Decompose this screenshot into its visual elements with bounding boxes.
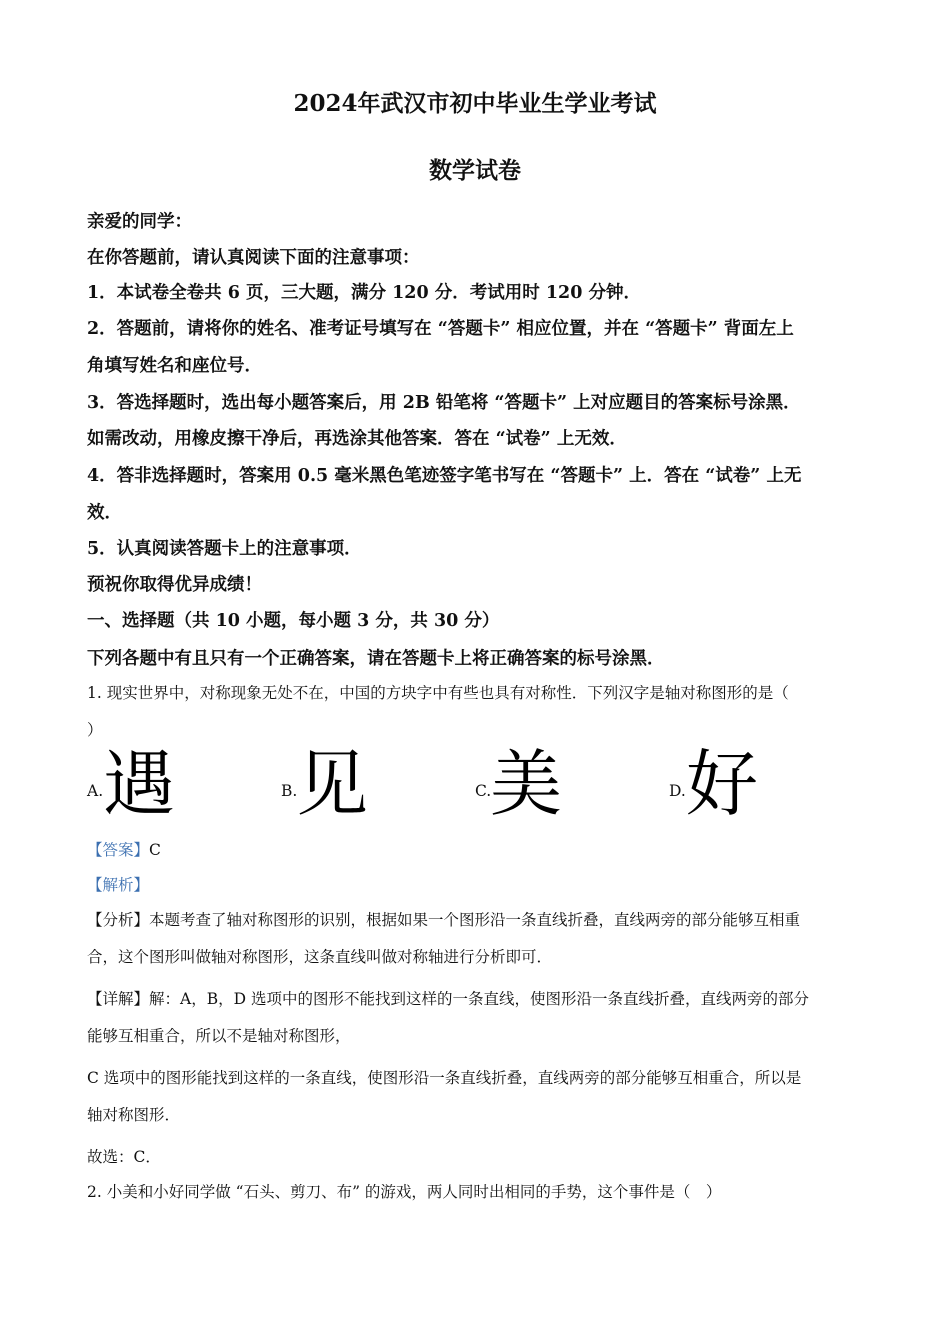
analysis-tag: 【解析】 bbox=[87, 876, 150, 894]
notice-lead: 在你答题前，请认真阅读下面的注意事项： bbox=[87, 248, 420, 268]
analysis-c-line1: C 选项中的图形能找到这样的一条直线，使图形沿一条直线折叠，直线两旁的部分能够互相重合，所以是 bbox=[87, 1069, 802, 1087]
notice-3-line1: 3．答选择题时，选出每小题答案后，用 2B 铅笔将 “答题卡” 上对应题目的答案标号涂黑． bbox=[87, 393, 801, 413]
notice-3-line2: 如需改动，用橡皮擦干净后，再选涂其他答案．答在 “试卷” 上无效． bbox=[87, 429, 627, 449]
notice-2-line2: 角填写姓名和座位号． bbox=[87, 356, 262, 376]
question-1-stem: 1. 现实世界中，对称现象无处不在，中国的方块字中有些也具有对称性．下列汉字是轴对称图形的是（ bbox=[87, 684, 789, 702]
answer-tag: 【答案】 bbox=[87, 841, 150, 859]
section-heading: 一、选择题（共 10 小题，每小题 3 分，共 30 分） bbox=[87, 611, 500, 631]
notice-1: 1．本试卷全卷共 6 页，三大题，满分 120 分．考试用时 120 分钟． bbox=[87, 283, 641, 303]
option-b-label: B. bbox=[281, 782, 298, 800]
exam-title: 2024年武汉市初中毕业生学业考试 bbox=[293, 90, 657, 117]
exam-subtitle: 数学试卷 bbox=[429, 157, 521, 184]
analysis-fenxi-line2: 合，这个图形叫做轴对称图形，这条直线叫做对称轴进行分析即可． bbox=[87, 948, 553, 966]
question-2-stem: 2. 小美和小好同学做 “石头、剪刀、布” 的游戏，两人同时出相同的手势，这个事件是（ ） bbox=[87, 1183, 722, 1201]
option-a-character: 遇 bbox=[103, 742, 176, 826]
notice-5: 5．认真阅读答题卡上的注意事项． bbox=[87, 539, 362, 559]
option-d-character: 好 bbox=[686, 742, 759, 826]
option-c-character: 美 bbox=[490, 742, 563, 826]
analysis-c-line2: 轴对称图形． bbox=[87, 1106, 181, 1124]
good-luck: 预祝你取得优异成绩！ bbox=[87, 575, 262, 595]
option-d-label: D. bbox=[669, 782, 686, 800]
greeting: 亲爱的同学： bbox=[87, 212, 192, 232]
analysis-fenxi-line1: 【分析】本题考查了轴对称图形的识别，根据如果一个图形沿一条直线折叠，直线两旁的部分能够互相重 bbox=[87, 911, 801, 929]
answer-value: C bbox=[149, 841, 161, 859]
option-a-label: A. bbox=[87, 782, 104, 800]
analysis-xiangjie-line1: 【详解】解：A，B，D 选项中的图形不能找到这样的一条直线，使图形沿一条直线折叠，直线两旁的部分 bbox=[87, 990, 809, 1008]
notice-2-line1: 2．答题前，请将你的姓名、准考证号填写在 “答题卡” 相应位置，并在 “答题卡” 背面左上 bbox=[87, 319, 794, 339]
analysis-xiangjie-line2: 能够互相重合，所以不是轴对称图形， bbox=[87, 1027, 351, 1045]
conclusion: 故选：C． bbox=[87, 1148, 161, 1166]
notice-4-line2: 效． bbox=[87, 503, 122, 523]
option-c-label: C. bbox=[475, 782, 492, 800]
notice-4-line1: 4．答非选择题时，答案用 0.5 毫米黑色笔迹签字笔书写在 “答题卡” 上．答在 “试卷” 上无 bbox=[87, 466, 802, 486]
question-1-stem-end: ） bbox=[87, 721, 103, 739]
answer-line bbox=[87, 835, 867, 865]
section-instruction: 下列各题中有且只有一个正确答案，请在答题卡上将正确答案的标号涂黑． bbox=[87, 649, 665, 669]
option-b-character: 见 bbox=[296, 742, 369, 826]
